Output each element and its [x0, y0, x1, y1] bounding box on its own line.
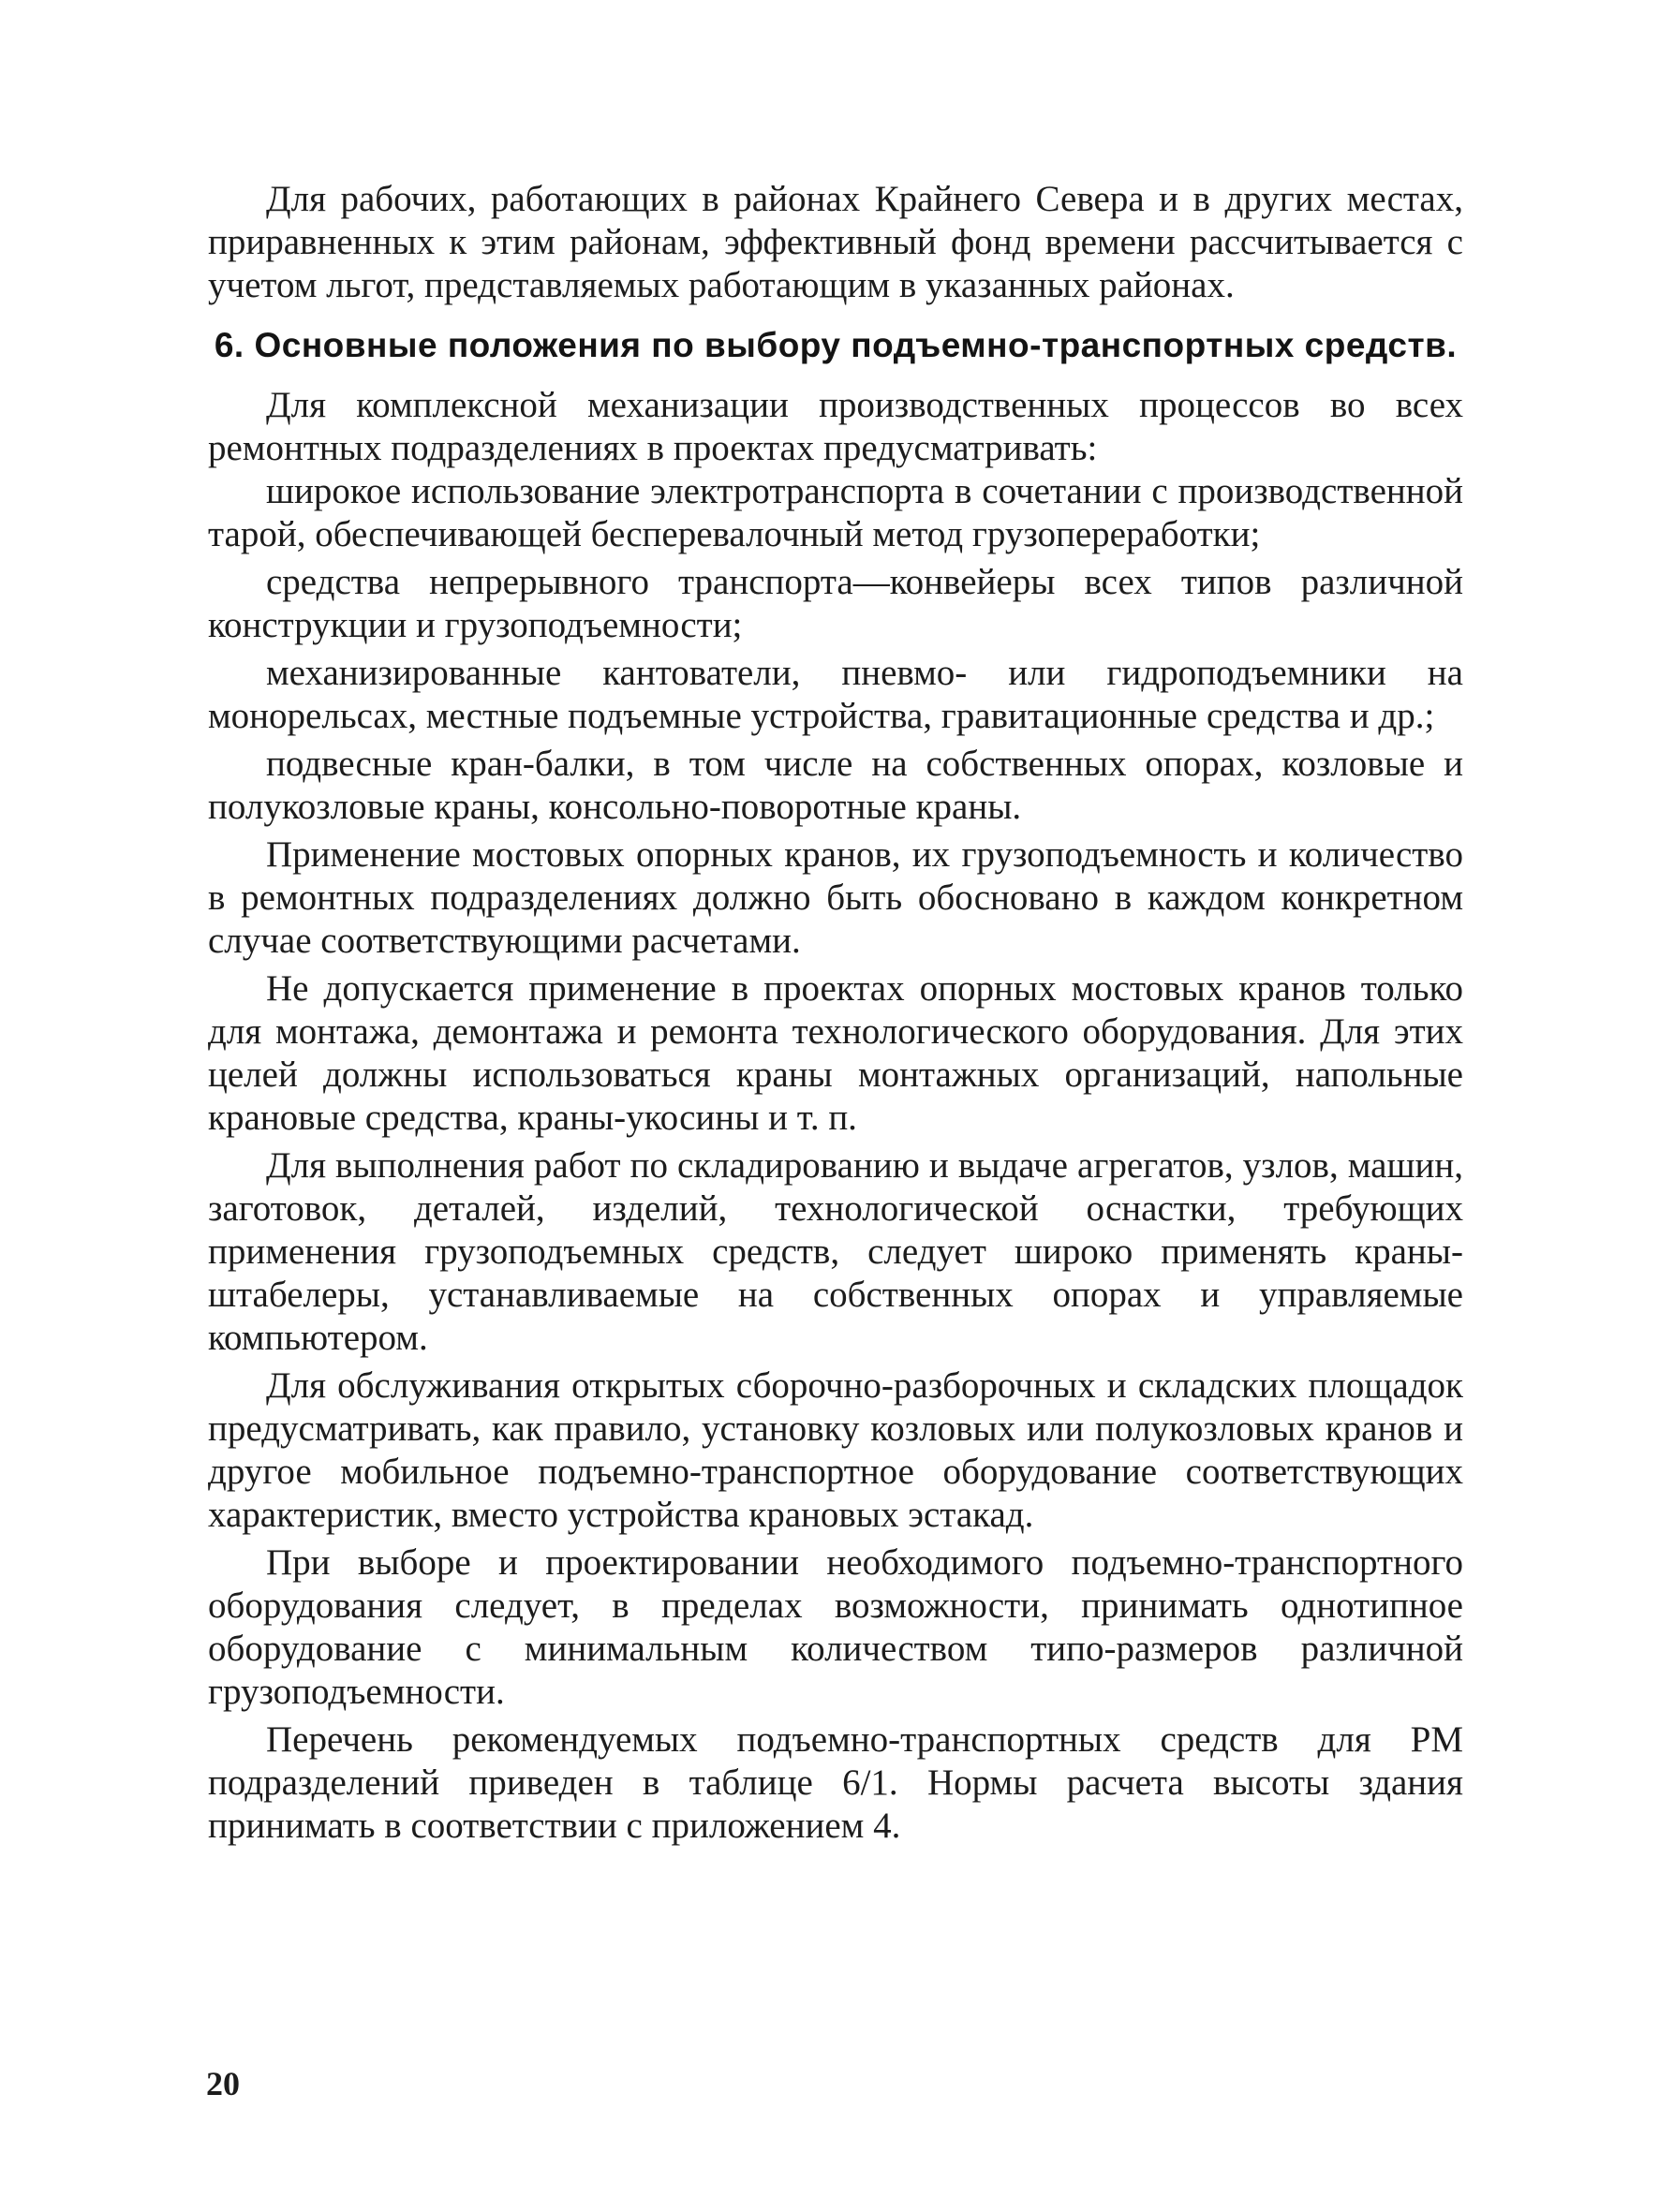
paragraph: Для выполнения работ по складированию и выдаче агрегатов, узлов, машин, заготовок, деталей, изделий, технологической оснастки, требующих применения грузоподъемных средств, следует широко применять краны-штабелеры, устанавливаемые на собственных опорах и управляемые компьютером.	[208, 1145, 1463, 1358]
body-text	[208, 178, 1463, 1848]
paragraph: При выборе и проектировании необходимого подъемно-транспортного оборудования следует, в пределах возможности, принимать однотипное оборудование с минимальным количеством типо-размеров различной грузоподъемности.	[208, 1542, 1463, 1712]
paragraph: Не допускается применение в проектах опорных мостовых кранов только для монтажа, демонтажа и ремонта технологического оборудования. Для этих целей должны использоваться краны монтажных организаций, напольные крановые средства, краны-укосины и т. п.	[208, 968, 1463, 1138]
paragraph: подвесные кран-балки, в том числе на собственных опорах, козловые и полукозловые краны, консольно-поворотные краны.	[208, 744, 1463, 827]
section-heading: 6. Основные положения по выбору подъемно-транспортных средств.	[214, 326, 1458, 364]
paragraph: средства непрерывного транспорта—конвейеры всех типов различной конструкции и грузоподъемности;	[208, 562, 1463, 645]
paragraph-intro: Для рабочих, работающих в районах Крайнего Севера и в других местах, приравненных к этим районам, эффективный фонд времени рассчитывается с учетом льгот, представляемых работающим в указанных районах.	[208, 179, 1463, 305]
page-number: 20	[206, 2065, 240, 2102]
paragraph: широкое использование электротранспорта в сочетании с производственной тарой, обеспечивающей бесперевалочный метод грузопереработки;	[208, 471, 1463, 554]
paragraph: Для комплексной механизации производственных процессов во всех ремонтных подразделениях в проектах предусматривать:	[208, 385, 1463, 468]
paragraph: механизированные кантователи, пневмо- или гидроподъемники на монорельсах, местные подъемные устройства, гравитационные средства и др.;	[208, 653, 1463, 736]
paragraph: Применение мостовых опорных кранов, их грузоподъемность и количество в ремонтных подразделениях должно быть обосновано в каждом конкретном случае соответствующими расчетами.	[208, 834, 1463, 961]
paragraph: Перечень рекомендуемых подъемно-транспортных средств для РМ подразделений приведен в таблице 6/1. Нормы расчета высоты здания принимать в соответствии с приложением 4.	[208, 1719, 1463, 1846]
paragraph: Для обслуживания открытых сборочно-разборочных и складских площадок предусматривать, как правило, установку козловых или полукозловых кранов и другое мобильное подъемно-транспортное оборудование соответствующих характеристик, вместо устройства крановых эстакад.	[208, 1365, 1463, 1535]
